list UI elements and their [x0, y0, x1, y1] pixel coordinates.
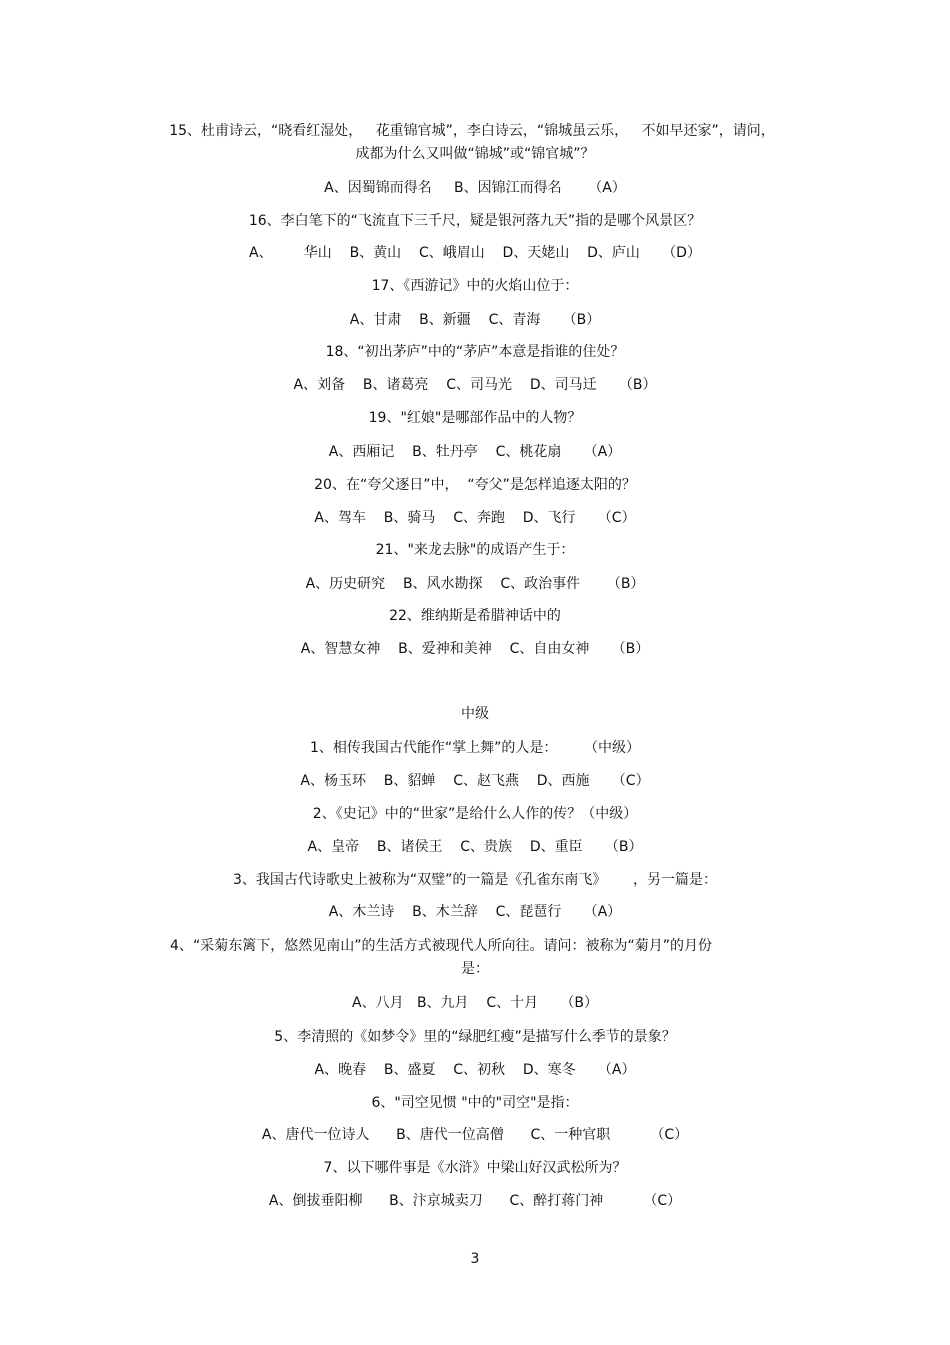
question-15-line-1: 15、杜甫诗云，“晓看红湿处， 花重锦官城”，李白诗云，“锦城虽云乐， 不如早还家”，请问， — [169, 123, 775, 139]
page-number: 3 — [470, 1251, 480, 1267]
question-i6: 6、"司空见惯 "中的"司空"是指： — [371, 1095, 579, 1111]
question-i7-options: A、倒拔垂阳柳 B、汴京城卖刀 C、醉打蒋门神 （C） — [268, 1193, 682, 1209]
question-i5-options: A、晚春 B、盛夏 C、初秋 D、寒冬 （A） — [314, 1062, 636, 1078]
question-16: 16、李白笔下的“飞流直下三千尺，疑是银河落九天”指的是哪个风景区？ — [248, 213, 702, 229]
question-19: 19、"红娘"是哪部作品中的人物？ — [368, 410, 582, 426]
question-i4-line-1: 4、“采菊东篱下，悠然见南山”的生活方式被现代人所向往。请问：被称为“菊月”的月份 — [170, 938, 712, 954]
question-20: 20、在“夸父逐日”中， “夸父”是怎样追逐太阳的？ — [314, 477, 636, 493]
question-i4-options: A、八月 B、九月 C、十月 （B） — [352, 995, 598, 1011]
question-22: 22、维纳斯是希腊神话中的 — [389, 608, 561, 624]
question-i2: 2、《史记》中的“世家”是给什么人作的传？（中级） — [312, 806, 638, 822]
question-i3: 3、我国古代诗歌史上被称为“双璧”的一篇是《孔雀东南飞》 ，另一篇是： — [232, 872, 718, 888]
question-20-options: A、驾车 B、骑马 C、奔跑 D、飞行 （C） — [314, 510, 636, 526]
question-17-options: A、甘肃 B、新疆 C、青海 （B） — [349, 312, 601, 328]
question-i2-options: A、皇帝 B、诸侯王 C、贵族 D、重臣 （B） — [307, 839, 643, 855]
question-i7: 7、以下哪件事是《水浒》中梁山好汉武松所为？ — [323, 1160, 627, 1176]
question-16-options: A、 华山 B、黄山 C、峨眉山 D、天姥山 D、庐山 （D） — [249, 245, 701, 261]
question-15-line-2: 成都为什么又叫做“锦城”或“锦官城”？ — [355, 146, 595, 162]
section-heading-intermediate: 中级 — [461, 706, 489, 722]
question-19-options: A、西厢记 B、牡丹亭 C、桃花扇 （A） — [328, 444, 622, 460]
question-17: 17、《西游记》中的火焰山位于： — [371, 278, 579, 294]
question-15-options: A、因蜀锦而得名 B、因锦江而得名 （A） — [324, 180, 626, 196]
question-18: 18、“初出茅庐”中的“茅庐”本意是指谁的住处？ — [325, 344, 625, 360]
question-i4-line-2: 是： — [461, 961, 489, 977]
question-i6-options: A、唐代一位诗人 B、唐代一位高僧 C、一种官职 （C） — [261, 1127, 689, 1143]
question-i5: 5、李清照的《如梦令》里的“绿肥红瘦”是描写什么季节的景象？ — [274, 1029, 676, 1045]
question-21: 21、"来龙去脉"的成语产生于： — [375, 542, 575, 558]
question-22-options: A、智慧女神 B、爱神和美神 C、自由女神 （B） — [300, 641, 650, 657]
question-i3-options: A、木兰诗 B、木兰辞 C、琵琶行 （A） — [328, 904, 622, 920]
question-21-options: A、历史研究 B、风水勘探 C、政治事件 （B） — [305, 576, 645, 592]
question-18-options: A、刘备 B、诸葛亮 C、司马光 D、司马迁 （B） — [293, 377, 657, 393]
question-i1-options: A、杨玉环 B、貂蝉 C、赵飞燕 D、西施 （C） — [300, 773, 650, 789]
question-i1: 1、相传我国古代能作“掌上舞”的人是： （中级） — [309, 740, 641, 756]
